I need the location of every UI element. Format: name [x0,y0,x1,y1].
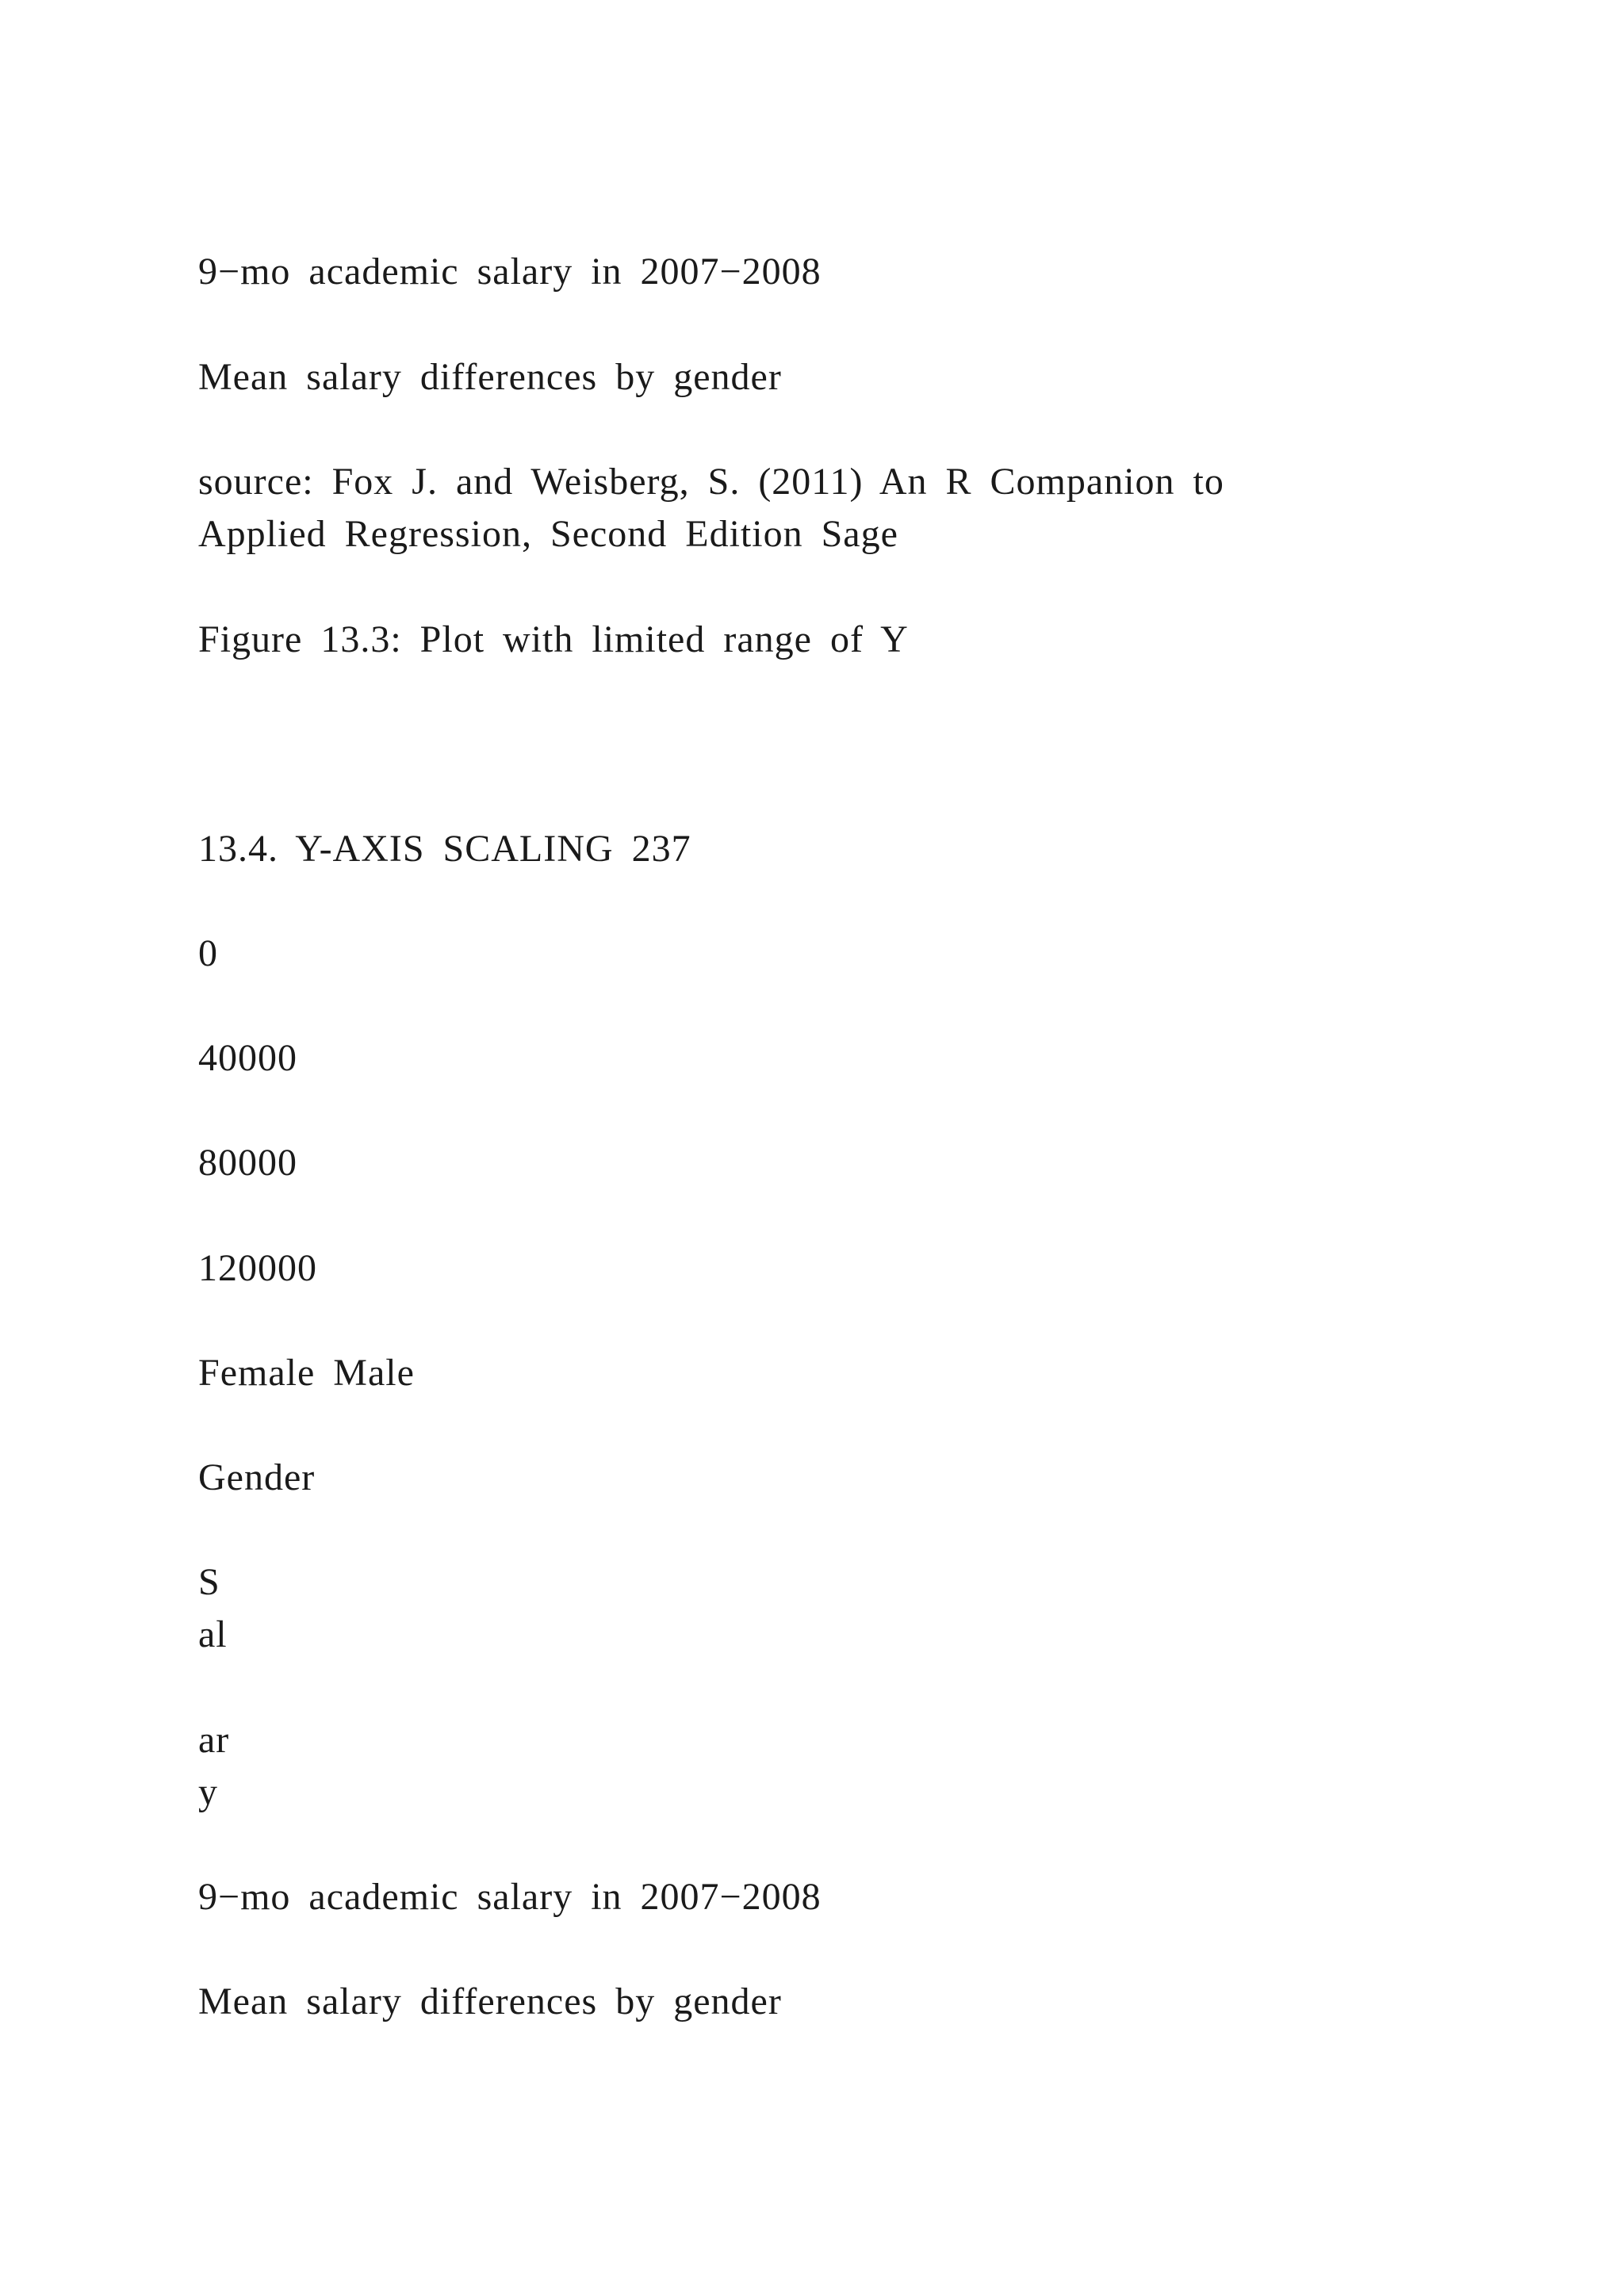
heading-academic-salary: 9−mo academic salary in 2007−2008 [198,251,822,293]
y-axis-label-part-1: S [198,1561,220,1603]
y-axis-label-part-2: al [198,1613,228,1655]
repeat-heading-academic-salary: 9−mo academic salary in 2007−2008 [198,1876,822,1918]
axis-tick-80000: 80000 [198,1142,297,1184]
axis-tick-120000: 120000 [198,1247,317,1289]
source-citation-line-2: Applied Regression, Second Edition Sage [198,513,898,555]
category-labels: Female Male [198,1352,415,1394]
x-axis-label: Gender [198,1456,316,1498]
y-axis-label-part-4: y [198,1771,218,1813]
heading-mean-salary-differences: Mean salary differences by gender [198,356,782,398]
axis-tick-0: 0 [198,932,218,974]
y-axis-label-part-3: ar [198,1719,230,1761]
axis-tick-40000: 40000 [198,1037,297,1079]
section-header: 13.4. Y-AXIS SCALING 237 [198,828,691,870]
figure-caption: Figure 13.3: Plot with limited range of Y [198,618,909,660]
source-citation-line-1: source: Fox J. and Weisberg, S. (2011) An R Companion to [198,461,1224,503]
repeat-heading-mean-salary-differences: Mean salary differences by gender [198,1980,782,2022]
